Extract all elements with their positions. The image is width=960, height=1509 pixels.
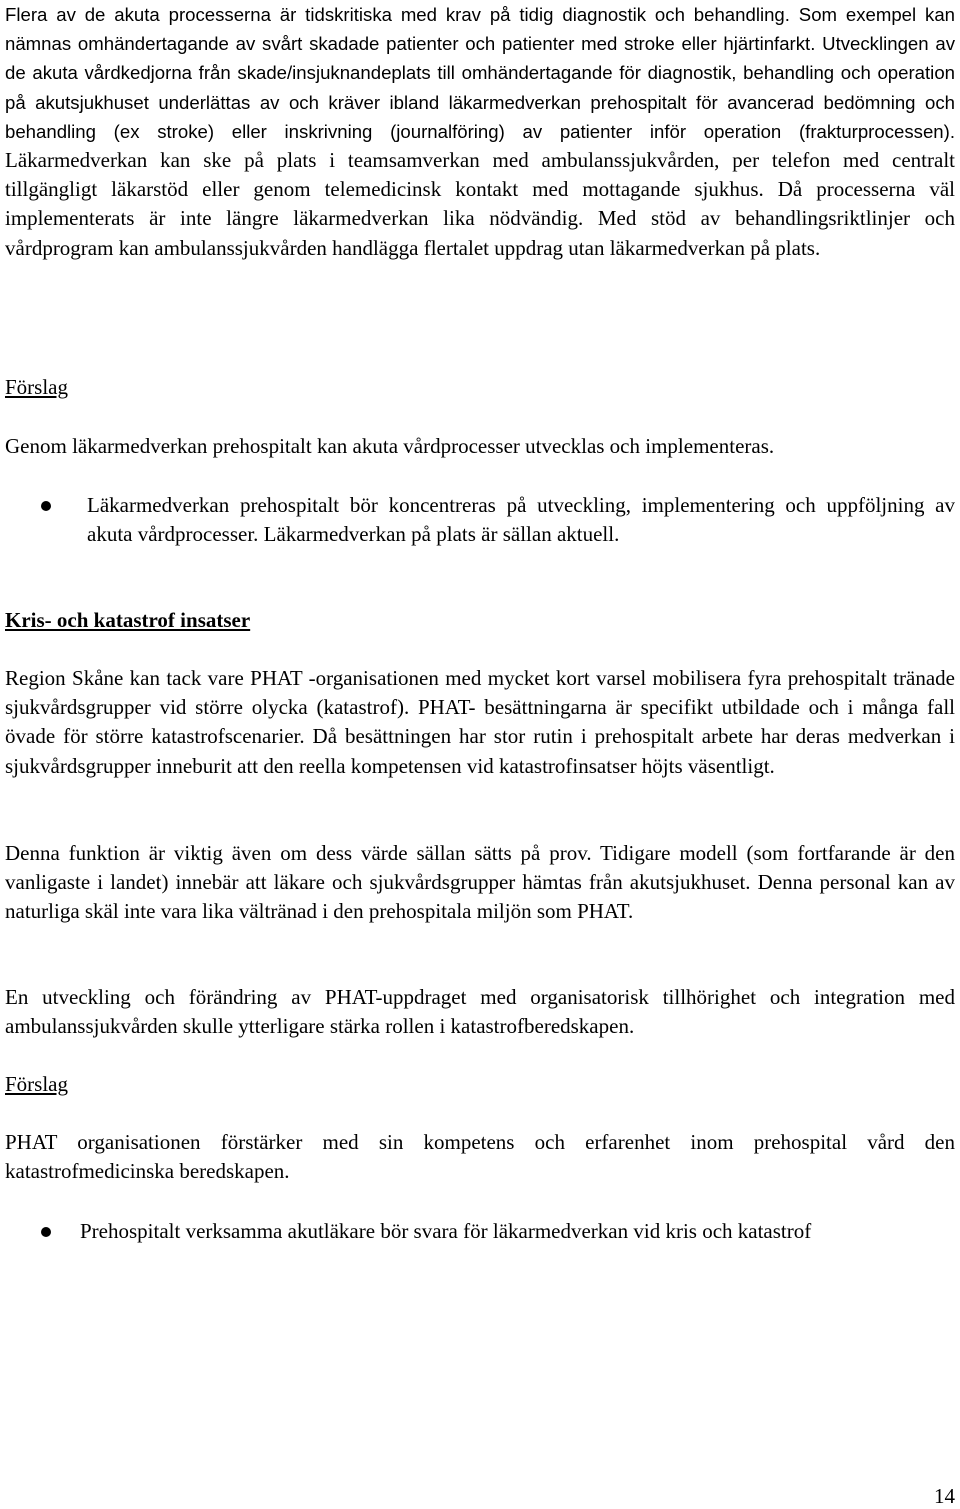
section-kris-heading: Kris- och katastrof insatser — [5, 608, 251, 632]
section-forslag-1-heading: Förslag — [5, 375, 68, 399]
bullet-icon — [41, 501, 51, 511]
section-forslag-1-text: Genom läkarmedverkan prehospitalt kan akuta vårdprocesser utvecklas och implementeras. — [5, 434, 775, 458]
section-forslag-2-bullets — [5, 1217, 955, 1246]
list-item — [5, 491, 955, 549]
intro-paragraph — [5, 0, 955, 263]
page-number: 14 — [934, 1484, 955, 1508]
kris-paragraph-2: Denna funktion är viktig även om dess värde sällan sätts på prov. Tidigare modell (som fortfarande är den vanligaste i landet) innebär att läkare och sjukvårdsgrupper hämtas från akutsjukhuset. Denna personal kan av naturliga skäl inte vara lika vältränad i den prehospitala miljön som PHAT. — [5, 841, 955, 924]
section-forslag-2-heading: Förslag — [5, 1072, 68, 1096]
section-forslag-2-text: PHAT organisationen förstärker med sin kompetens och erfarenhet inom prehospital vård den katastrofmedicinska beredskapen. — [5, 1130, 955, 1184]
list-item — [5, 1217, 955, 1246]
intro-sans-text: Flera av de akuta processerna är tidskritiska med krav på tidig diagnostik och behandling. Som exempel kan nämnas omhändertagande av svårt skadade patienter och patienter med stroke eller hjärtinfarkt. Utvecklingen av de akuta vårdkedjorna från skade/insjuknandeplats till omhändertagande för diagnostik, behandling och operation på akutsjukhuset underlättas av och kräver ibland läkarmedverkan prehospitalt för avancerad bedömning och behandling (ex stroke) eller inskrivning (journalföring) av patienter inför operation (frakturprocessen). — [5, 4, 955, 142]
kris-paragraph-1: Region Skåne kan tack vare PHAT -organisationen med mycket kort varsel mobilisera fyra prehospitalt tränade sjukvårdsgrupper vid större olycka (katastrof). PHAT- besättningarna är specifikt utbildade och i många fall övade för större katastrofscenarier. Då besättningen har stor rutin i prehospitalt arbete har deras medverkan i sjukvårdsgrupper inneburit att den reella kompetensen vid katastrofinsatser höjts väsentligt. — [5, 666, 955, 778]
bullet-icon — [41, 1227, 51, 1237]
bullet-text: Prehospitalt verksamma akutläkare bör svara för läkarmedverkan vid kris och katastrof — [80, 1219, 812, 1243]
intro-serif-text: Läkarmedverkan kan ske på plats i teamsamverkan med ambulanssjukvården, per telefon med centralt tillgängligt läkarstöd eller genom telemedicinsk kontakt med mottagande sjukhus. Då processerna väl implementerats är inte längre läkarmedverkan lika nödvändig. Med stöd av behandlingsriktlinjer och vårdprogram kan ambulanssjukvården handlägga flertalet uppdrag utan läkarmedverkan på plats. — [5, 148, 955, 260]
bullet-text: Läkarmedverkan prehospitalt bör koncentreras på utveckling, implementering och uppföljning av akuta vårdprocesser. Läkarmedverkan på plats är sällan aktuell. — [87, 493, 955, 547]
kris-paragraph-3: En utveckling och förändring av PHAT-uppdraget med organisatorisk tillhörighet och integration med ambulanssjukvården skulle ytterligare stärka rollen i katastrofberedskapen. — [5, 985, 955, 1039]
section-forslag-1-bullets — [5, 491, 955, 549]
